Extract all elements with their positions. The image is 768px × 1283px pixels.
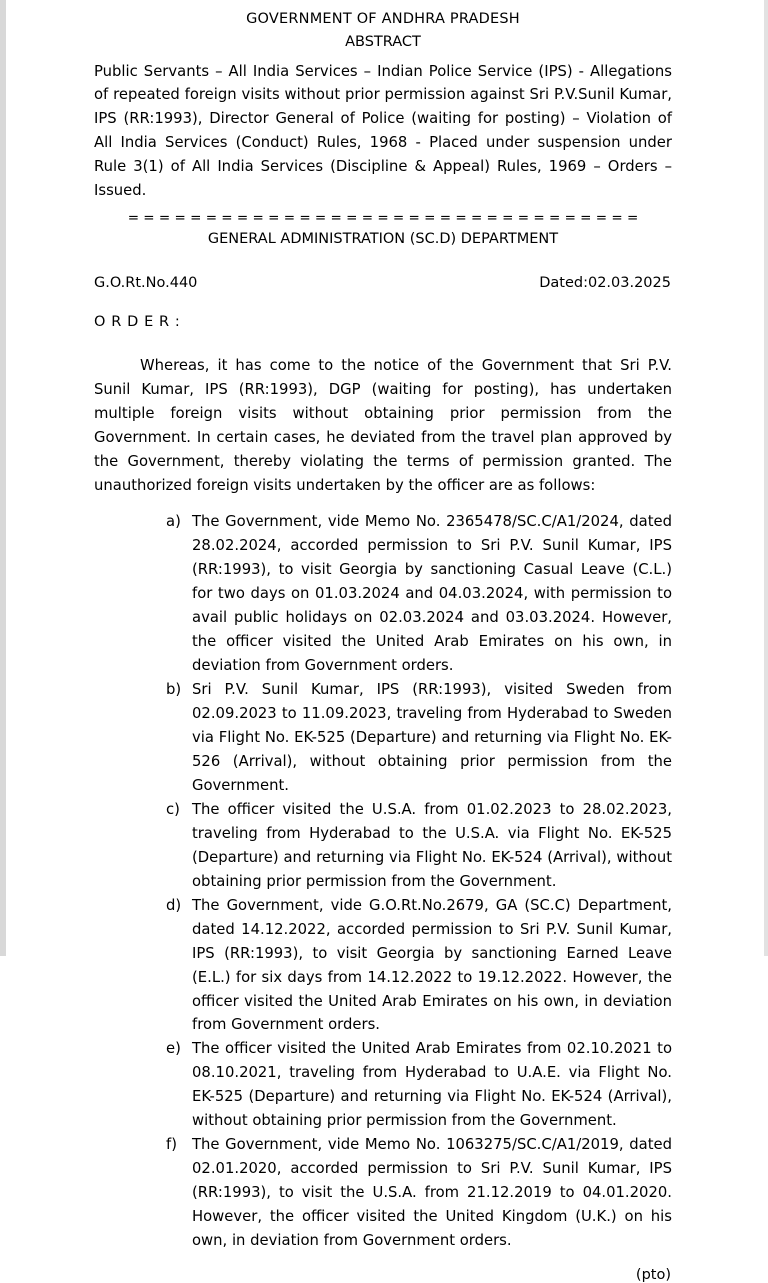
list-item [166, 798, 672, 894]
list-item-text: The Government, vide G.O.Rt.No.2679, GA (SC.C) Department, dated 14.12.2022, accorded permission to Sri P.V. Sunil Kumar, IPS (RR:1993), to visit Georgia by sanctioning Earned Leave (E.L.) for six days from 14.12.2022 to 19.12.2022. However, the officer visited the United Arab Emirates on his own, in deviation from Government orders. [192, 896, 672, 1034]
preamble-paragraph: Whereas, it has come to the notice of the Government that Sri P.V. Sunil Kumar, IPS (RR:1993), DGP (waiting for posting), has undertaken multiple foreign visits without obtaining prior permission from the Government. In certain cases, he deviated from the travel plan approved by the Government, thereby violating the terms of permission granted. The unauthorized foreign visits undertaken by the officer are as follows: [94, 357, 672, 495]
list-item-marker: d) [166, 896, 182, 914]
page-right-edge-shadow [764, 0, 768, 956]
list-item [166, 1133, 672, 1253]
list-item-text: Sri P.V. Sunil Kumar, IPS (RR:1993), visited Sweden from 02.09.2023 to 11.09.2023, traveling from Hyderabad to Sweden via Flight No. EK-525 (Departure) and returning via Flight No. EK-526 (Arrival), without obtaining prior permission from the Government. [192, 680, 672, 794]
list-item-text: The officer visited the U.S.A. from 01.02.2023 to 28.02.2023, traveling from Hyderabad to the U.S.A. via Flight No. EK-525 (Departure) and returning via Flight No. EK-524 (Arrival), without obtaining prior permission from the Government. [192, 800, 672, 890]
list-item [166, 1037, 672, 1133]
list-item [166, 510, 672, 678]
list-item-text: The Government, vide Memo No. 2365478/SC.C/A1/2024, dated 28.02.2024, accorded permission to Sri P.V. Sunil Kumar, IPS (RR:1993), to visit Georgia by sanctioning Casual Leave (C.L.) for two days on 01.03.2024 and 04.03.2024, with permission to avail public holidays on 02.03.2024 and 03.03.2024. However, the officer visited the United Arab Emirates on his own, in deviation from Government orders. [192, 513, 672, 674]
list-item [166, 894, 672, 1038]
list-item-text: The officer visited the United Arab Emirates from 02.10.2021 to 08.10.2021, traveling from Hyderabad to U.A.E. via Flight No. EK-525 (Departure) and returning via Flight No. EK-524 (Arrival), without obtaining prior permission from the Government. [192, 1040, 672, 1130]
order-meta-row [94, 275, 672, 291]
list-item-marker: a) [166, 513, 181, 531]
order-heading: O R D E R : [94, 314, 181, 331]
allegation-list [94, 510, 672, 1253]
government-heading: GOVERNMENT OF ANDHRA PRADESH [246, 11, 520, 27]
list-item-marker: e) [166, 1040, 181, 1058]
separator-rule: = = = = = = = = = = = = = = = = = = = = = = = = = = = = = = = = = [127, 210, 639, 227]
page-turn-note: (pto) [635, 1267, 671, 1283]
list-item-text: The Government, vide Memo No. 1063275/SC.C/A1/2019, dated 02.01.2020, accorded permission to Sri P.V. Sunil Kumar, IPS (RR:1993), to visit the U.S.A. from 21.12.2019 to 04.01.2020. However, the officer visited the United Kingdom (U.K.) on his own, in deviation from Government orders. [192, 1136, 672, 1250]
page-left-edge-shadow [0, 0, 6, 956]
department-heading: GENERAL ADMINISTRATION (SC.D) DEPARTMENT [207, 231, 559, 248]
list-item-marker: b) [166, 680, 182, 698]
list-item-marker: c) [166, 800, 180, 818]
go-number: G.O.Rt.No.440 [94, 275, 198, 292]
list-item-marker: f) [166, 1136, 177, 1154]
list-item [166, 678, 672, 798]
order-date: Dated:02.03.2025 [539, 275, 671, 292]
abstract-label: ABSTRACT [345, 33, 421, 50]
abstract-body: Public Servants – All India Services – Indian Police Service (IPS) - Allegations of repeated foreign visits without prior permission against Sri P.V.Sunil Kumar, IPS (RR:1993), Director General of Police (waiting for posting) – Violation of All India Services (Conduct) Rules, 1968 - Placed under suspension under Rule 3(1) of All India Services (Discipline & Appeal) Rules, 1969 – Orders – Issued. [94, 62, 672, 200]
